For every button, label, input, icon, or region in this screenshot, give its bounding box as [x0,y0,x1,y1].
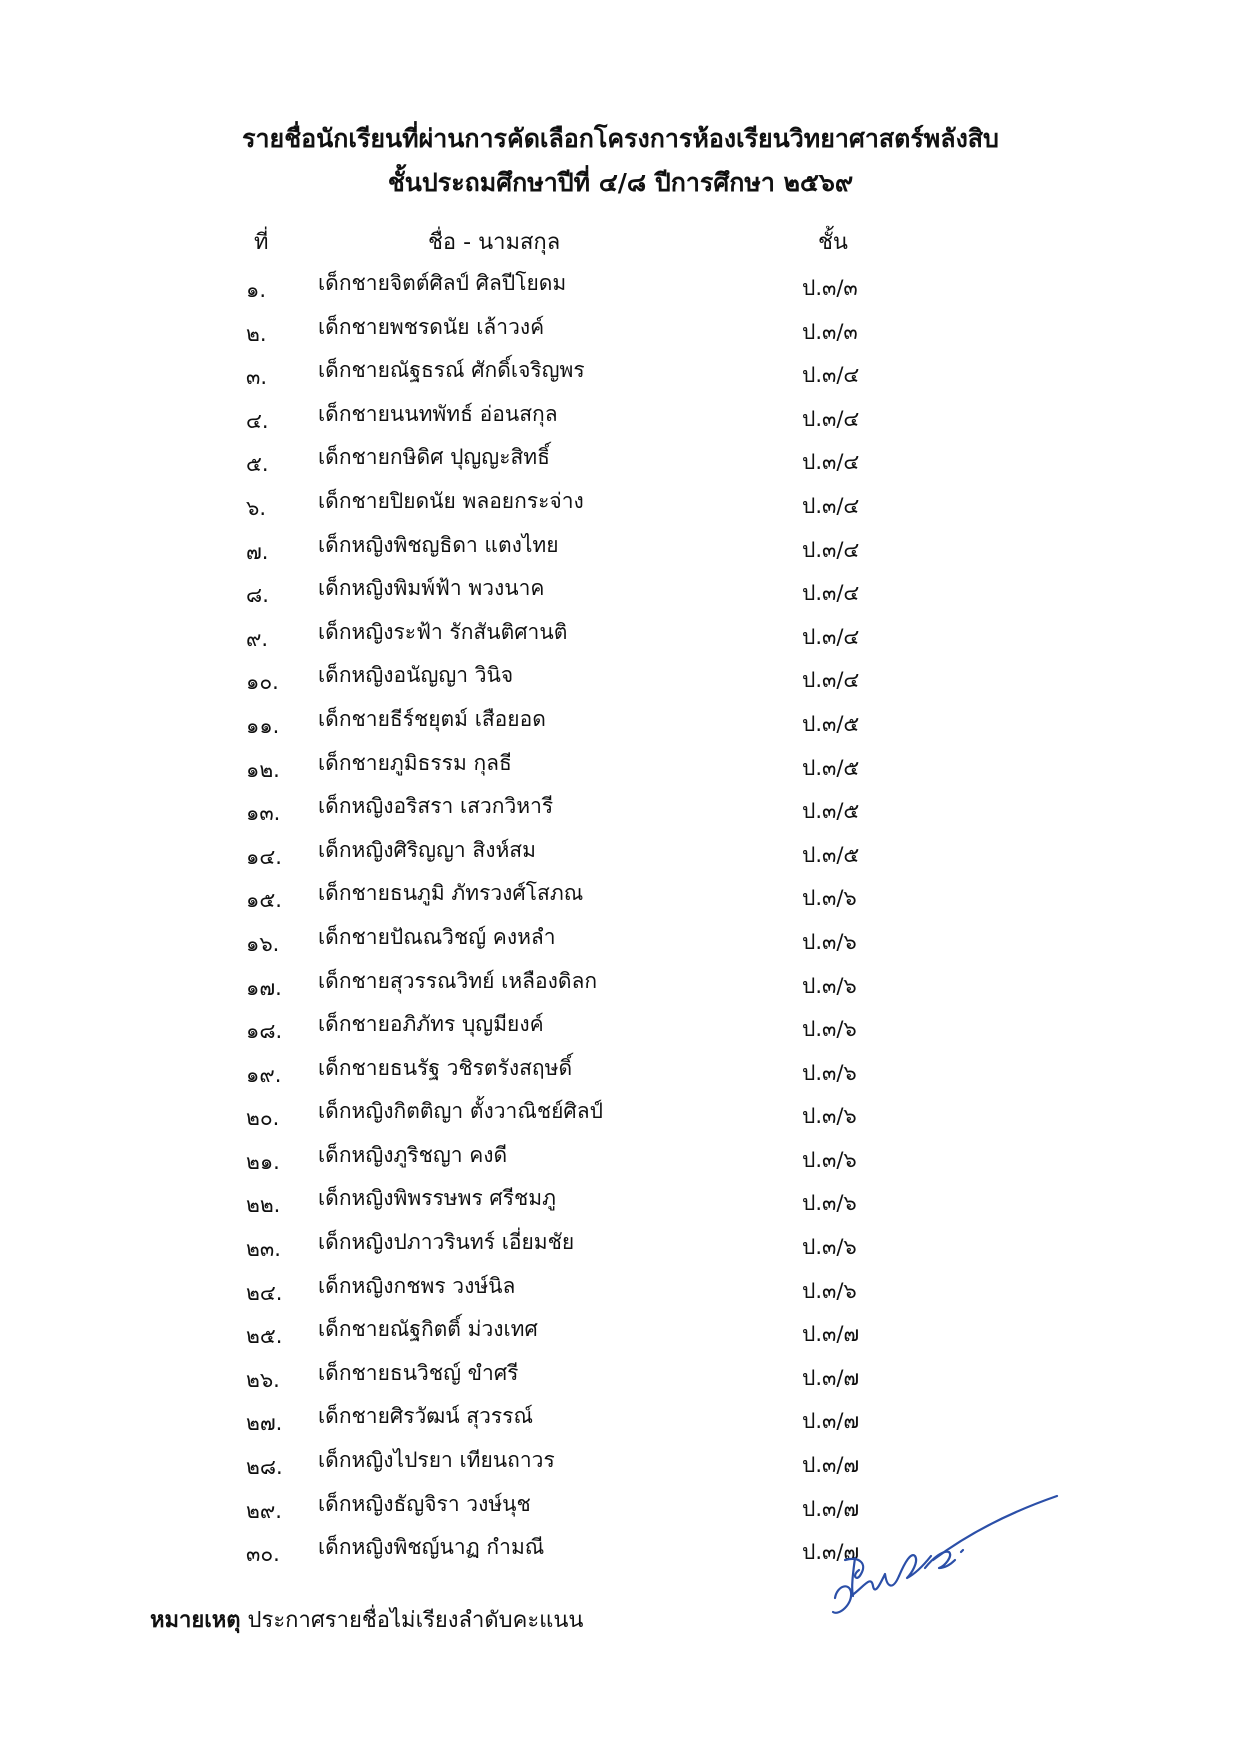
table-row [0,1271,1241,1315]
table-row [0,312,1241,356]
row-number: ๗. [246,539,269,564]
table-row [0,704,1241,748]
student-class: ป.๓/๔ [802,406,860,431]
student-name: เด็กหญิงกชพร วงษ์นิล [318,1273,516,1298]
student-class: ป.๓/๔ [802,493,860,518]
row-number: ๓. [246,365,268,390]
student-name: เด็กหญิงศิริญญา สิงห์สม [318,837,536,862]
student-name: เด็กหญิงระฟ้า รักสันติศานติ [318,619,568,644]
row-number: ๒๔. [246,1280,283,1305]
table-row [0,1314,1241,1358]
signature [815,1478,1065,1628]
student-name: เด็กหญิงอนัญญา วินิจ [318,663,514,688]
row-number: ๒๐. [246,1106,280,1131]
footnote-text: ประกาศรายชื่อไม่เรียงลำดับคะแนน [240,1608,584,1633]
student-class: ป.๓/๓ [802,319,858,344]
student-name: เด็กหญิงไปรยา เทียนถาวร [318,1448,555,1473]
row-number: ๘. [246,583,269,608]
table-row [0,1096,1241,1140]
student-name: เด็กชายธีร์ชยุตม์ เสือยอด [318,706,546,731]
row-number: ๓๐. [246,1542,280,1567]
table-row [0,966,1241,1010]
student-name: เด็กหญิงปภาวรินทร์ เอี่ยมชัย [318,1230,575,1255]
student-class: ป.๓/๖ [802,1235,857,1260]
student-class: ป.๓/๓ [802,276,858,300]
student-list [0,268,1241,1576]
row-number: ๑๓. [246,801,281,826]
student-class: ป.๓/๖ [802,1017,857,1042]
student-class: ป.๓/๕ [802,842,860,867]
student-name: เด็กหญิงกิตติญา ตั้งวาณิชย์ศิลป์ [318,1099,603,1124]
student-name: เด็กชายพชรดนัย เล้าวงค์ [318,314,545,339]
row-number: ๒๓. [246,1237,281,1262]
student-class: ป.๓/๔ [802,537,860,562]
row-number: ๒๑. [246,1149,280,1174]
header-number: ที่ [254,230,269,255]
student-class: ป.๓/๗ [802,1496,860,1521]
student-class: ป.๓/๕ [802,711,860,736]
row-number: ๑๖. [246,931,280,956]
student-class: ป.๓/๔ [802,450,860,475]
table-row [0,399,1241,443]
row-number: ๒๙. [246,1498,282,1523]
table-row [0,748,1241,792]
student-class: ป.๓/๔ [802,581,860,606]
row-number: ๒๗. [246,1411,283,1436]
student-class: ป.๓/๖ [802,1278,857,1303]
row-number: ๑. [246,278,267,302]
student-name: เด็กหญิงพิชญ์นาฏ กำมณี [318,1535,545,1560]
row-number: ๒๖. [246,1367,280,1392]
student-name: เด็กหญิงภูริชญา คงดี [318,1142,508,1167]
student-name: เด็กหญิงธัญจิรา วงษ์นุช [318,1491,531,1516]
student-class: ป.๓/๖ [802,929,857,954]
row-number: ๒. [246,321,267,346]
table-row [0,1009,1241,1053]
table-row [0,355,1241,399]
table-row [0,878,1241,922]
student-name: เด็กชายจิตต์ศิลป์ ศิลปีโยดม [318,271,567,295]
student-class: ป.๓/๖ [802,1147,857,1172]
student-class: ป.๓/๖ [802,886,857,911]
student-class: ป.๓/๔ [802,668,860,693]
student-class: ป.๓/๕ [802,799,860,824]
student-name: เด็กชายนนทพัทธ์ อ่อนสกุล [318,401,558,426]
student-name: เด็กชายสุวรรณวิทย์ เหลืองดิลก [318,968,598,993]
row-number: ๑๔. [246,844,282,869]
table-row [0,660,1241,704]
student-name: เด็กชายณัฐกิตติ์ ม่วงเทศ [318,1317,538,1342]
student-class: ป.๓/๔ [802,363,860,388]
header-name: ชื่อ - นามสกุล [428,230,561,255]
student-class: ป.๓/๕ [802,755,860,780]
row-number: ๑๙. [246,1062,282,1087]
student-name: เด็กชายภูมิธรรม กุลธี [318,750,512,775]
row-number: ๙. [246,626,269,651]
student-class: ป.๓/๖ [802,1104,857,1129]
table-row [0,617,1241,661]
row-number: ๔. [246,408,269,433]
table-row [0,835,1241,879]
student-class: ป.๓/๗ [802,1365,860,1390]
student-name: เด็กชายปัณณวิชญ์ คงหลำ [318,924,556,949]
table-row [0,1227,1241,1271]
row-number: ๑๐. [246,670,279,695]
student-class: ป.๓/๔ [802,624,860,649]
table-row [0,791,1241,835]
student-name: เด็กหญิงพิพรรษพร ศรีชมภู [318,1186,556,1211]
student-name: เด็กชายกษิดิศ ปุญญะสิทธิ์ [318,445,550,470]
header-class: ชั้น [818,230,848,255]
table-row [0,1140,1241,1184]
table-row [0,1401,1241,1445]
student-name: เด็กชายธนรัฐ วชิรตรังสฤษดิ์ [318,1055,573,1080]
table-row [0,1358,1241,1402]
student-class: ป.๓/๗ [802,1409,860,1434]
table-row [0,442,1241,486]
student-class: ป.๓/๗ [802,1540,860,1565]
student-class: ป.๓/๖ [802,1060,857,1085]
document-subtitle: ชั้นประถมศึกษาปีที่ ๔/๘ ปีการศึกษา ๒๕๖๙ [387,168,854,197]
table-row [0,268,1241,312]
student-class: ป.๓/๖ [802,973,857,998]
row-number: ๑๕. [246,888,282,913]
student-name: เด็กหญิงพิชญธิดา แตงไทย [318,532,559,557]
row-number: ๒๕. [246,1324,283,1349]
student-name: เด็กหญิงอริสรา เสวกวิหารี [318,794,554,819]
student-name: เด็กหญิงพิมพ์ฟ้า พวงนาค [318,576,545,601]
student-name: เด็กชายธนวิชญ์ ขำศรี [318,1360,519,1385]
row-number: ๒๒. [246,1193,281,1218]
table-row [0,573,1241,617]
student-name: เด็กชายศิรวัฒน์ สุวรรณ์ [318,1404,533,1429]
table-row [0,486,1241,530]
footnote [150,1605,583,1637]
student-class: ป.๓/๗ [802,1453,860,1478]
student-name: เด็กชายธนภูมิ ภัทรวงศ์โสภณ [318,881,584,906]
table-row [0,1053,1241,1097]
table-row [0,1183,1241,1227]
row-number: ๑๗. [246,975,282,1000]
document-title: รายชื่อนักเรียนที่ผ่านการคัดเลือกโครงการห้องเรียนวิทยาศาสตร์พลังสิบ [242,124,999,153]
row-number: ๑๒. [246,757,280,782]
row-number: ๖. [246,495,267,520]
student-class: ป.๓/๗ [802,1322,860,1347]
student-name: เด็กชายณัฐธรณ์ ศักดิ์เจริญพร [318,358,585,383]
table-row [0,530,1241,574]
row-number: ๕. [246,452,269,477]
student-name: เด็กชายปิยดนัย พลอยกระจ่าง [318,488,584,513]
student-name: เด็กชายอภิภัทร บุญมียงค์ [318,1012,544,1037]
footnote-label: หมายเหตุ [150,1608,241,1633]
student-class: ป.๓/๖ [802,1191,857,1216]
row-number: ๒๘. [246,1455,283,1480]
table-row [0,922,1241,966]
row-number: ๑๘. [246,1019,283,1044]
row-number: ๑๑. [246,713,280,738]
